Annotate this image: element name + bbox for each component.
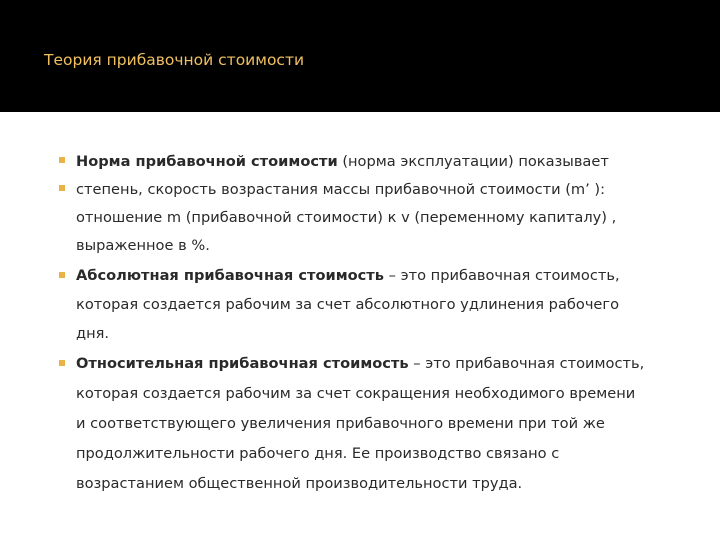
line-text: (норма эксплуатации) показывает bbox=[337, 153, 609, 170]
line-text: отношение m (прибавочной стоимости) к v (переменному капиталу) , bbox=[76, 209, 617, 226]
bold-term: Относительная прибавочная стоимость bbox=[76, 355, 409, 372]
text-line bbox=[76, 325, 109, 343]
slide-title: Теория прибавочной стоимости bbox=[44, 51, 305, 69]
line-text: – это прибавочная стоимость, bbox=[384, 267, 620, 284]
bullet-marker bbox=[59, 360, 65, 366]
line-text: – это прибавочная стоимость, bbox=[408, 355, 645, 372]
text-line bbox=[76, 181, 605, 199]
text-line bbox=[76, 296, 619, 314]
slide-content bbox=[0, 112, 720, 540]
text-line bbox=[76, 415, 605, 433]
line-text: дня. bbox=[76, 325, 110, 342]
text-line bbox=[76, 445, 559, 463]
bold-term: Норма прибавочной стоимости bbox=[76, 153, 338, 170]
text-line bbox=[76, 267, 620, 285]
bold-term: Абсолютная прибавочная стоимость bbox=[76, 267, 384, 284]
bullet-marker bbox=[59, 272, 65, 278]
line-text: степень, скорость возрастания массы прибавочной стоимости (m’ ): bbox=[76, 181, 606, 198]
text-line bbox=[76, 237, 210, 255]
line-text: продолжительности рабочего дня. Ее производство связано с bbox=[76, 445, 560, 462]
text-line bbox=[76, 209, 616, 227]
line-text: которая создается рабочим за счет сокращения необходимого времени bbox=[76, 385, 636, 402]
line-text: возрастанием общественной производительности труда. bbox=[76, 475, 523, 492]
line-text: и соответствующего увеличения прибавочного времени при той же bbox=[76, 415, 605, 432]
text-line bbox=[76, 475, 522, 493]
text-line bbox=[76, 355, 644, 373]
line-text: выраженное в %. bbox=[76, 237, 210, 254]
title-bar bbox=[0, 0, 720, 112]
bullet-marker bbox=[59, 185, 65, 191]
bullet-marker bbox=[59, 157, 65, 163]
text-line bbox=[76, 153, 609, 171]
text-line bbox=[76, 385, 635, 403]
line-text: которая создается рабочим за счет абсолютного удлинения рабочего bbox=[76, 296, 620, 313]
